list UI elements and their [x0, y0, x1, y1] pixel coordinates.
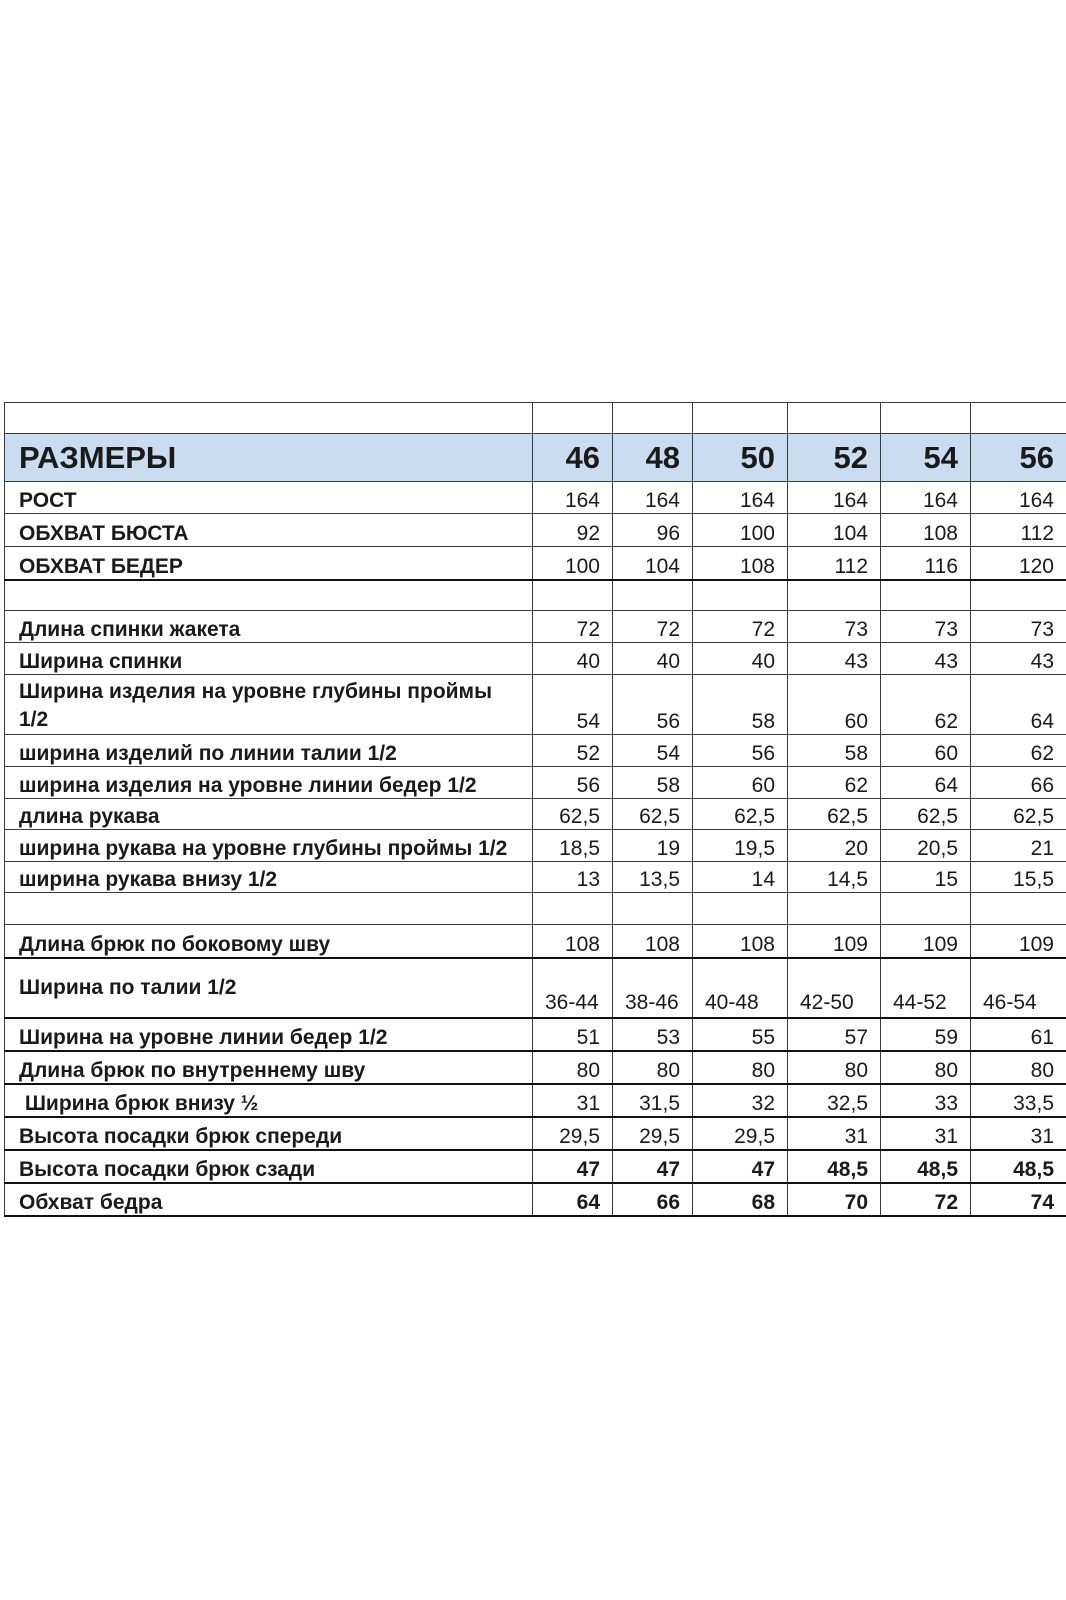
cell-value: 60 [693, 767, 788, 799]
cell-value: 31 [533, 1084, 613, 1117]
row-label: Длина брюк по внутреннему шву [5, 1051, 533, 1084]
cell-value: 120 [971, 547, 1066, 580]
table-row [5, 735, 1066, 767]
table-row [5, 1084, 1066, 1117]
row-label: Длина спинки жакета [5, 611, 533, 643]
cell-value: 19,5 [693, 830, 788, 862]
cell-value: 53 [613, 1018, 693, 1051]
cell-value: 43 [788, 643, 881, 675]
cell-value: 46-54 [971, 958, 1066, 1018]
cell-value: 104 [788, 514, 881, 547]
cell-value: 64 [533, 1183, 613, 1216]
cell-value: 164 [971, 482, 1066, 514]
cell-value: 40 [693, 643, 788, 675]
spacer-row [5, 403, 1066, 434]
row-label: Ширина спинки [5, 643, 533, 675]
table-row [5, 482, 1066, 514]
cell-value: 43 [881, 643, 971, 675]
cell-value: 96 [613, 514, 693, 547]
row-label: Высота посадки брюк спереди [5, 1117, 533, 1150]
cell-value: 73 [881, 611, 971, 643]
cell-value: 64 [971, 675, 1066, 735]
table-row [5, 767, 1066, 799]
cell-value: 51 [533, 1018, 613, 1051]
cell-value: 80 [788, 1051, 881, 1084]
cell-value: 164 [693, 482, 788, 514]
table-row [5, 830, 1066, 862]
cell-value: 60 [881, 735, 971, 767]
row-label: ОБХВАТ БЮСТА [5, 514, 533, 547]
cell-value: 72 [613, 611, 693, 643]
cell-value: 40-48 [693, 958, 788, 1018]
header-label: РАЗМЕРЫ [5, 434, 533, 482]
cell-value: 56 [533, 767, 613, 799]
cell-value: 164 [613, 482, 693, 514]
cell-value: 48,5 [881, 1150, 971, 1183]
cell-value: 109 [971, 925, 1066, 958]
cell-value: 73 [971, 611, 1066, 643]
row-label: Длина брюк по боковому шву [5, 925, 533, 958]
cell-value: 48,5 [788, 1150, 881, 1183]
table-row [5, 1051, 1066, 1084]
cell-value: 44-52 [881, 958, 971, 1018]
cell-value: 62,5 [533, 799, 613, 830]
cell-value: 62,5 [613, 799, 693, 830]
cell-value: 56 [693, 735, 788, 767]
cell-value: 100 [533, 547, 613, 580]
cell-value: 54 [533, 675, 613, 735]
cell-value: 36-44 [533, 958, 613, 1018]
cell-value: 55 [693, 1018, 788, 1051]
cell-value: 29,5 [693, 1117, 788, 1150]
cell-value: 61 [971, 1018, 1066, 1051]
cell-value: 15,5 [971, 862, 1066, 893]
cell-value: 62 [971, 735, 1066, 767]
size-52: 52 [788, 434, 881, 482]
cell-value: 80 [971, 1051, 1066, 1084]
cell-value: 29,5 [613, 1117, 693, 1150]
size-46: 46 [533, 434, 613, 482]
row-label: ширина изделия на уровне линии бедер 1/2 [5, 767, 533, 799]
cell-value: 56 [613, 675, 693, 735]
cell-value: 52 [533, 735, 613, 767]
row-label: ширина рукава внизу 1/2 [5, 862, 533, 893]
cell-value: 42-50 [788, 958, 881, 1018]
cell-value: 108 [881, 514, 971, 547]
size-50: 50 [693, 434, 788, 482]
row-label: РОСТ [5, 482, 533, 514]
cell-value: 72 [533, 611, 613, 643]
cell-value: 15 [881, 862, 971, 893]
cell-value: 62,5 [881, 799, 971, 830]
row-label: длина рукава [5, 799, 533, 830]
cell-value: 62,5 [693, 799, 788, 830]
spacer-row [5, 580, 1066, 611]
row-label: Высота посадки брюк сзади [5, 1150, 533, 1183]
cell-value: 29,5 [533, 1117, 613, 1150]
row-label: Ширина по талии 1/2 [5, 958, 533, 1018]
cell-value: 72 [881, 1183, 971, 1216]
cell-value: 58 [788, 735, 881, 767]
row-label: Ширина брюк внизу ½ [5, 1084, 533, 1117]
cell-value: 108 [693, 925, 788, 958]
table-row [5, 643, 1066, 675]
cell-value: 73 [788, 611, 881, 643]
cell-value: 164 [788, 482, 881, 514]
cell-value: 164 [533, 482, 613, 514]
cell-value: 43 [971, 643, 1066, 675]
cell-value: 21 [971, 830, 1066, 862]
cell-value: 116 [881, 547, 971, 580]
cell-value: 33 [881, 1084, 971, 1117]
row-label: ширина рукава на уровне глубины проймы 1/2 [5, 830, 533, 862]
cell-value: 74 [971, 1183, 1066, 1216]
cell-value: 20,5 [881, 830, 971, 862]
table-row [5, 514, 1066, 547]
cell-value: 18,5 [533, 830, 613, 862]
table-row [5, 1018, 1066, 1051]
cell-value: 112 [788, 547, 881, 580]
row-label: ОБХВАТ БЕДЕР [5, 547, 533, 580]
cell-value: 13,5 [613, 862, 693, 893]
table-row [5, 1183, 1066, 1216]
row-label: ширина изделий по линии талии 1/2 [5, 735, 533, 767]
header-row [5, 434, 1066, 482]
table-row [5, 925, 1066, 958]
cell-value: 31 [971, 1117, 1066, 1150]
cell-value: 108 [693, 547, 788, 580]
cell-value: 31 [881, 1117, 971, 1150]
cell-value: 64 [881, 767, 971, 799]
cell-value: 60 [788, 675, 881, 735]
cell-value: 32,5 [788, 1084, 881, 1117]
table-row [5, 675, 1066, 735]
cell-value: 62 [881, 675, 971, 735]
cell-value: 62,5 [971, 799, 1066, 830]
size-48: 48 [613, 434, 693, 482]
size-54: 54 [881, 434, 971, 482]
cell-value: 31 [788, 1117, 881, 1150]
table-row [5, 611, 1066, 643]
cell-value: 164 [881, 482, 971, 514]
cell-value: 66 [971, 767, 1066, 799]
cell-value: 38-46 [613, 958, 693, 1018]
table-row [5, 958, 1066, 1018]
cell-value: 33,5 [971, 1084, 1066, 1117]
cell-value: 62 [788, 767, 881, 799]
cell-value: 104 [613, 547, 693, 580]
cell-value: 59 [881, 1018, 971, 1051]
cell-value: 47 [693, 1150, 788, 1183]
cell-value: 48,5 [971, 1150, 1066, 1183]
cell-value: 47 [613, 1150, 693, 1183]
cell-value: 54 [613, 735, 693, 767]
cell-value: 92 [533, 514, 613, 547]
cell-value: 40 [613, 643, 693, 675]
spacer-row [5, 893, 1066, 925]
cell-value: 62,5 [788, 799, 881, 830]
cell-value: 109 [788, 925, 881, 958]
table-row [5, 1117, 1066, 1150]
cell-value: 68 [693, 1183, 788, 1216]
table-row [5, 862, 1066, 893]
cell-value: 13 [533, 862, 613, 893]
cell-value: 100 [693, 514, 788, 547]
cell-value: 58 [693, 675, 788, 735]
cell-value: 80 [693, 1051, 788, 1084]
cell-value: 80 [533, 1051, 613, 1084]
cell-value: 72 [693, 611, 788, 643]
row-label: Ширина на уровне линии бедер 1/2 [5, 1018, 533, 1051]
cell-value: 70 [788, 1183, 881, 1216]
size-chart-table [4, 402, 1066, 1217]
row-label: Ширина изделия на уровне глубины проймы 1/2 [5, 675, 533, 735]
cell-value: 14,5 [788, 862, 881, 893]
cell-value: 14 [693, 862, 788, 893]
cell-value: 66 [613, 1183, 693, 1216]
cell-value: 40 [533, 643, 613, 675]
cell-value: 80 [881, 1051, 971, 1084]
cell-value: 108 [533, 925, 613, 958]
table-row [5, 1150, 1066, 1183]
table-row [5, 547, 1066, 580]
cell-value: 109 [881, 925, 971, 958]
cell-value: 19 [613, 830, 693, 862]
cell-value: 112 [971, 514, 1066, 547]
cell-value: 80 [613, 1051, 693, 1084]
table-row [5, 799, 1066, 830]
cell-value: 31,5 [613, 1084, 693, 1117]
size-56: 56 [971, 434, 1066, 482]
cell-value: 32 [693, 1084, 788, 1117]
cell-value: 58 [613, 767, 693, 799]
cell-value: 57 [788, 1018, 881, 1051]
row-label: Обхват бедра [5, 1183, 533, 1216]
cell-value: 47 [533, 1150, 613, 1183]
cell-value: 20 [788, 830, 881, 862]
cell-value: 108 [613, 925, 693, 958]
